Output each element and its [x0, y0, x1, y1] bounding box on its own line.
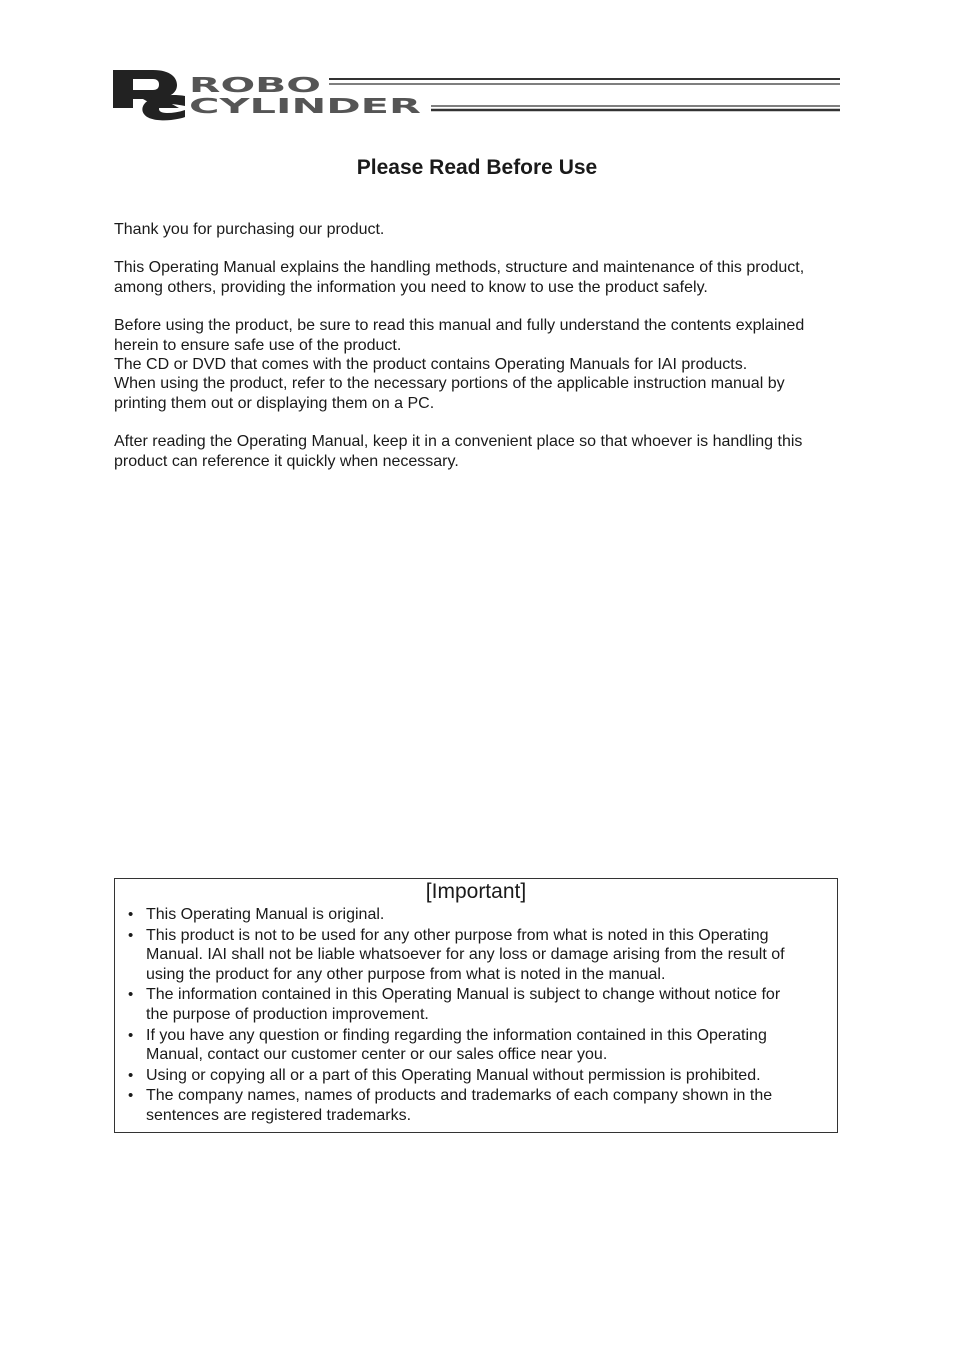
list-item-line: • The company names, names of products and trademarks of each company shown in the: [146, 1087, 773, 1105]
list-item-line: • Using or copying all or a part of this Operating Manual without permission is prohibited.: [146, 1066, 761, 1084]
robo-cylinder-logo: [113, 68, 840, 122]
list-item-line: the purpose of production improvement.: [146, 1005, 429, 1023]
important-list: [115, 905, 837, 1126]
rc-monogram: [113, 70, 185, 120]
logo-text-robo: ROBO: [189, 73, 321, 97]
paragraph-line: Before using the product, be sure to read this manual and fully understand the contents explained: [114, 317, 805, 335]
paragraph-line: product can reference it quickly when necessary.: [114, 452, 459, 470]
important-list-item: [146, 985, 823, 1024]
paragraph-line: herein to ensure safe use of the product.: [114, 336, 402, 354]
paragraph: [114, 432, 844, 471]
list-item-line: • This Operating Manual is original.: [146, 906, 385, 923]
paragraph: [114, 258, 844, 297]
paragraph-line: This Operating Manual explains the handling methods, structure and maintenance of this product,: [114, 259, 805, 277]
list-item-line: • If you have any question or finding regarding the information contained in this Operating: [146, 1026, 767, 1044]
important-list-item: [146, 1066, 823, 1086]
important-list-item: [146, 1086, 823, 1125]
important-list-item: [146, 1026, 823, 1065]
list-item-line: • The information contained in this Operating Manual is subject to change without notice for: [146, 986, 781, 1004]
important-notice-box: [114, 878, 838, 1133]
paragraph-line: After reading the Operating Manual, keep it in a convenient place so that whoever is handling this: [114, 433, 803, 451]
paragraph-line: Thank you for purchasing our product.: [114, 221, 385, 238]
page-title: Please Read Before Use: [356, 156, 598, 179]
logo-text-cylinder: CYLINDER: [189, 94, 421, 118]
important-list-item: [146, 905, 823, 925]
important-list-item: [146, 926, 823, 985]
list-item-line: using the product for any other purpose from what is noted in the manual.: [146, 965, 666, 983]
paragraph-line: among others, providing the information you need to know to use the product safely.: [114, 278, 708, 296]
paragraph-line: When using the product, refer to the necessary portions of the applicable instruction manual by: [114, 375, 785, 393]
important-heading: [Important]: [425, 880, 527, 903]
list-item-line: Manual, contact our customer center or our sales office near you.: [146, 1046, 608, 1064]
paragraph: [114, 220, 844, 239]
paragraph-line: printing them out or displaying them on a PC.: [114, 394, 435, 412]
list-item-line: sentences are registered trademarks.: [146, 1106, 412, 1124]
intro-text: [114, 220, 844, 490]
list-item-line: • This product is not to be used for any other purpose from what is noted in this Operating: [146, 926, 769, 944]
paragraph-line: The CD or DVD that comes with the product contains Operating Manuals for IAI products.: [114, 356, 748, 374]
paragraph: [114, 316, 844, 413]
list-item-line: Manual. IAI shall not be liable whatsoever for any loss or damage arising from the result of: [146, 946, 785, 964]
